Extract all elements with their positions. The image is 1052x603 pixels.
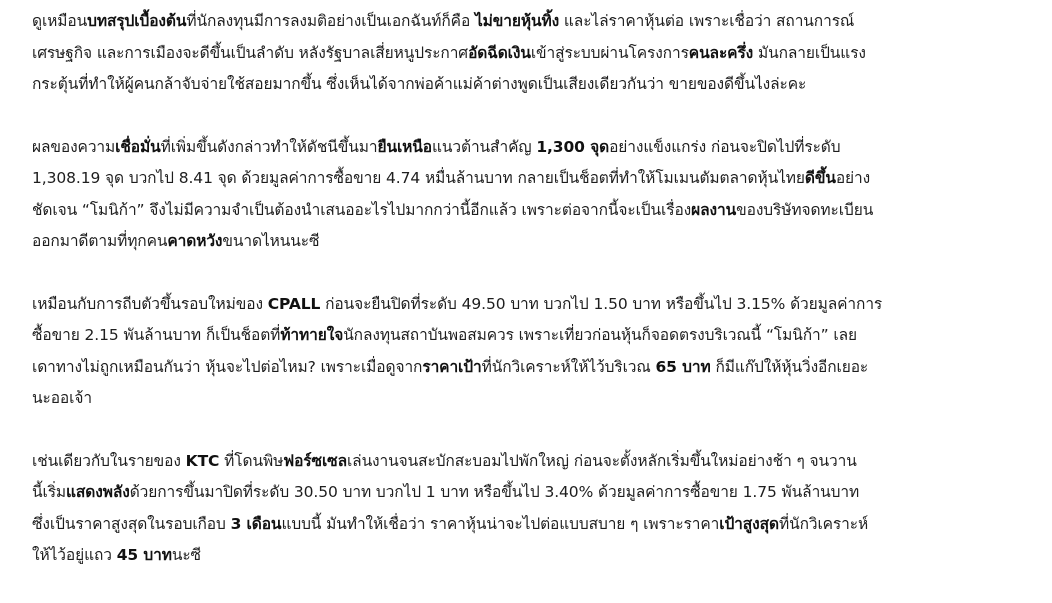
- text-run: อย่าง: [835, 169, 871, 187]
- text-run: ของบริษัทจดทะเบียน: [736, 200, 874, 219]
- bold-text-run: ฟอร์ซเซล: [283, 451, 347, 470]
- text-run: นะออเจ้า: [32, 389, 92, 407]
- article-body: [32, 6, 1022, 572]
- text-run: ก็มีแก๊ปให้หุ้นวิ่งอีกเยอะ: [710, 357, 869, 376]
- text-run: ก่อนจะยืนปิดที่ระดับ 49.50 บาท บวกไป 1.50 บาท หรือขึ้นไป 3.15% ด้วยมูลค่าการ: [320, 294, 883, 313]
- text-run: ขนาดไหนนะซี: [222, 232, 320, 250]
- text-run: เศรษฐกิจ และการเมืองจะดีขึ้นเป็นลำดับ หลังรัฐบาลเสี่ยหนูประกาศ: [32, 43, 469, 62]
- bold-text-run: คาดหวัง: [167, 232, 223, 250]
- paragraph-spacer: [32, 258, 1022, 289]
- bold-text-run: ผลงาน: [691, 200, 737, 219]
- bold-text-run: 45 บาท: [116, 546, 172, 564]
- text-line: [32, 69, 1022, 101]
- paragraph-3: [32, 289, 1022, 415]
- text-run: ที่นักวิเคราะห์ให้ไว้บริเวณ: [481, 357, 656, 376]
- text-run: อย่างแข็งแกร่ง ก่อนจะปิดไปที่ระดับ: [609, 137, 841, 156]
- bold-text-run: ไม่ขายหุ้นทิ้ง: [474, 12, 560, 30]
- text-run: ชัดเจน “โมนิก้า” จึงไม่มีความจำเป็นต้องนำเสนออะไรไปมากกว่านี้อีกแล้ว เพราะต่อจากนี้จะเป็นเรื่อง: [32, 200, 692, 219]
- text-run: เดาทางไม่ถูกเหมือนกันว่า หุ้นจะไปต่อไหม? เพราะเมื่อดูจาก: [32, 357, 423, 376]
- text-line: [32, 289, 1022, 321]
- text-line: [32, 132, 1022, 164]
- bold-text-run: ยืนเหนือ: [377, 137, 432, 156]
- bold-text-run: เป้าสูงสุด: [719, 514, 779, 533]
- text-run: ดูเหมือน: [32, 12, 88, 30]
- text-run: เข้าสู่ระบบผ่านโครงการ: [530, 43, 689, 62]
- text-run: ที่โดนพิษ: [219, 451, 284, 470]
- paragraph-1: [32, 6, 1022, 101]
- text-line: [32, 509, 1022, 541]
- text-run: ที่นักวิเคราะห์: [778, 514, 869, 533]
- paragraph-4: [32, 446, 1022, 572]
- bold-text-run: 3 เดือน: [230, 514, 282, 533]
- bold-text-run: อัดฉีดเงิน: [468, 43, 531, 62]
- text-run: นะซี: [171, 546, 201, 564]
- text-line: [32, 320, 1022, 352]
- text-line: [32, 383, 1022, 415]
- text-line: [32, 352, 1022, 384]
- text-run: ด้วยการขึ้นมาปิดที่ระดับ 30.50 บาท บวกไป 1 บาท หรือขึ้นไป 3.40% ด้วยมูลค่าการซื้อขาย 1.75 พันล้านบาท: [129, 483, 860, 501]
- bold-text-run: ท้าทายใจ: [280, 326, 344, 344]
- text-line: [32, 38, 1022, 70]
- bold-text-run: เชื่อมั่น: [115, 137, 161, 156]
- text-run: มันกลายเป็นแรง: [753, 43, 866, 62]
- bold-text-run: คนละครึ่ง: [688, 43, 754, 62]
- text-run: ที่นักลงทุนมีการลงมติอย่างเป็นเอกฉันท์ก็คือ: [186, 12, 475, 30]
- paragraph-2: [32, 132, 1022, 258]
- text-run: ซึ่งเป็นราคาสูงสุดในรอบเกือบ: [32, 514, 231, 533]
- bold-text-run: 65 บาท: [655, 357, 711, 376]
- bold-text-run: KTC: [185, 451, 220, 470]
- text-line: [32, 163, 1022, 195]
- text-run: แนวต้านสำคัญ: [431, 137, 537, 156]
- text-run: 1,308.19 จุด บวกไป 8.41 จุด ด้วยมูลค่าการซื้อขาย 4.74 หมื่นล้านบาท กลายเป็นช็อตที่ทำให้โมเมนตัมตลาดหุ้นไทย: [32, 169, 805, 187]
- paragraph-spacer: [32, 415, 1022, 446]
- bold-text-run: 1,300 จุด: [536, 137, 610, 156]
- bold-text-run: ราคาเป้า: [422, 357, 482, 376]
- bold-text-run: CPALL: [267, 294, 321, 313]
- text-run: ให้ไว้อยู่แถว: [32, 546, 117, 564]
- text-run: ที่เพิ่มขึ้นดังกล่าวทำให้ดัชนีขึ้นมา: [160, 137, 378, 156]
- text-run: ผลของความ: [32, 137, 116, 156]
- bold-text-run: บทสรุปเบื้องต้น: [87, 12, 187, 30]
- text-run: กระตุ้นที่ทำให้ผู้คนกล้าจับจ่ายใช้สอยมากขึ้น ซึ่งเห็นได้จากพ่อค้าแม่ค้าต่างพูดเป็นเสียงเดียวกันว่า ขายของดีขึ้นไงล่ะคะ: [32, 75, 807, 93]
- paragraph-spacer: [32, 101, 1022, 132]
- text-run: เหมือนกับการถีบตัวขึ้นรอบใหม่ของ: [32, 294, 268, 313]
- bold-text-run: ดีขึ้น: [804, 169, 836, 187]
- text-run: และไล่ราคาหุ้นต่อ เพราะเชื่อว่า สถานการณ์: [559, 12, 855, 30]
- text-line: [32, 540, 1022, 572]
- text-line: [32, 195, 1022, 227]
- text-run: เล่นงานจนสะบักสะบอมไปพักใหญ่ ก่อนจะตั้งหลักเริ่มขึ้นใหม่อย่างช้า ๆ จนวาน: [346, 451, 857, 470]
- text-run: ซื้อขาย 2.15 พันล้านบาท ก็เป็นช็อตที่: [32, 326, 281, 344]
- text-run: เช่นเดียวกับในรายของ: [32, 451, 186, 470]
- text-line: [32, 446, 1022, 478]
- text-line: [32, 226, 1022, 258]
- bold-text-run: แสดงพลัง: [66, 483, 130, 501]
- text-run: แบบนี้ มันทำให้เชื่อว่า ราคาหุ้นน่าจะไปต่อแบบสบาย ๆ เพราะราคา: [281, 514, 720, 533]
- text-line: [32, 6, 1022, 38]
- text-run: ออกมาดีตามที่ทุกคน: [32, 232, 168, 250]
- text-line: [32, 477, 1022, 509]
- text-run: นักลงทุนสถาบันพอสมควร เพราะเที่ยวก่อนหุ้นก็จอดตรงบริเวณนี้ “โมนิก้า” เลย: [343, 326, 857, 344]
- text-run: นี้เริ่ม: [32, 483, 67, 501]
